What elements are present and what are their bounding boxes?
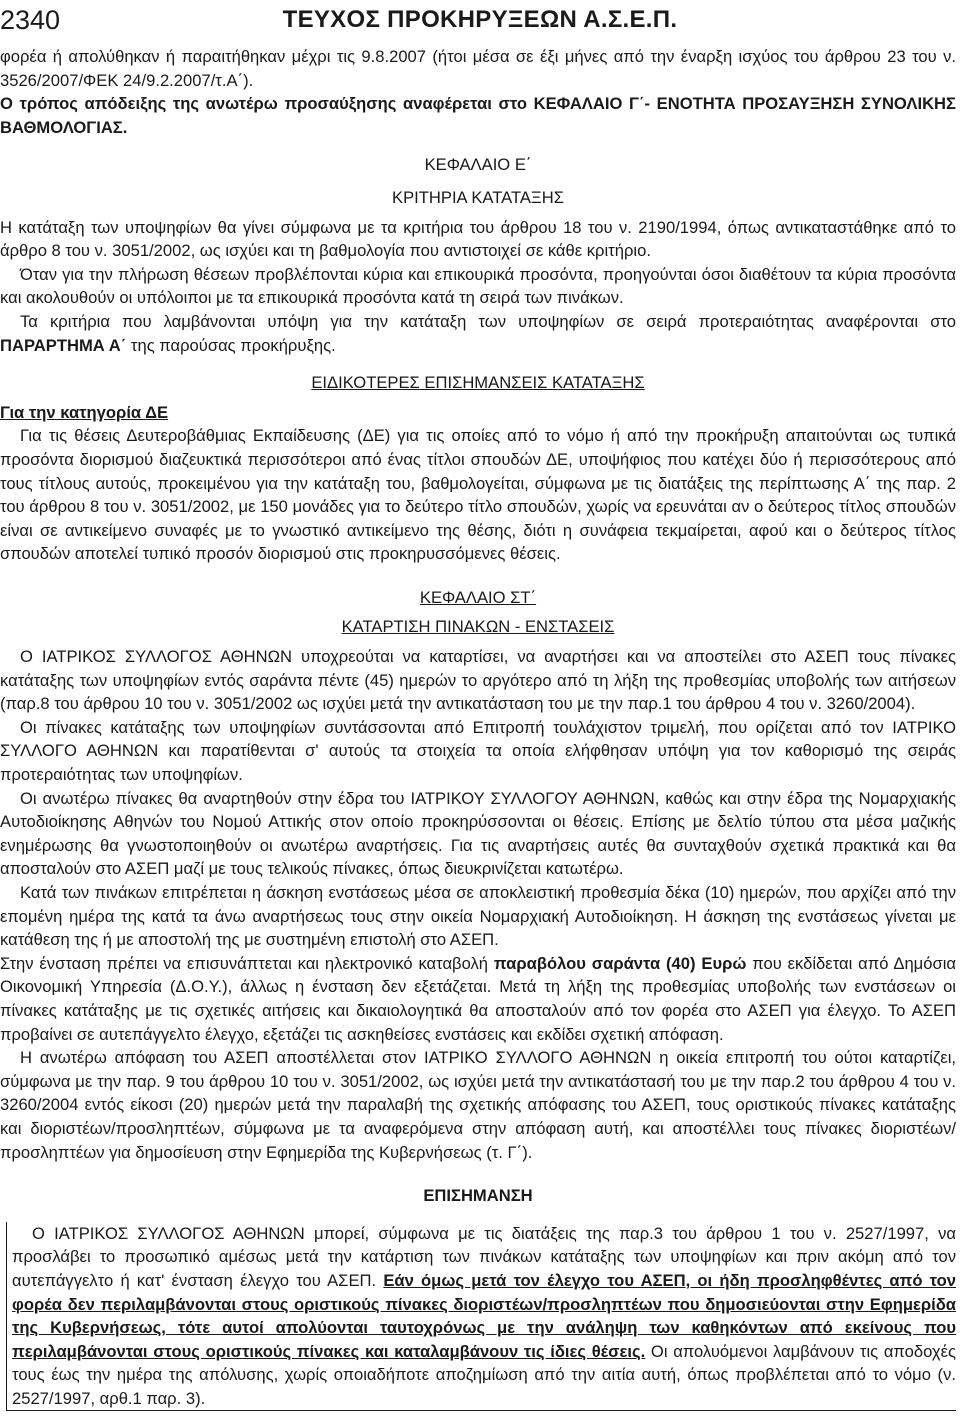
notice-paragraph [12,1222,956,1411]
chapter-st-paragraph-5-text: Στην ένσταση πρέπει να επισυνάπτεται και ηλεκτρονικό καταβολή [0,953,494,973]
document-body [0,45,956,1411]
notice-heading: ΕΠΙΣΗΜΑΝΣΗ [423,1186,533,1206]
chapter-st-paragraph-6: Η ανωτέρω απόφαση του ΑΣΕΠ αποστέλλεται στον ΙΑΤΡΙΚΟ ΣΥΛΛΟΓΟ ΑΘΗΝΩΝ η οικεία επιτροπή του ούτοι καταρτίζει, σύμφωνα με την παρ. 9 του άρθρου 10 του ν. 3051/2002, ως ισχύει μετά την αντικατάστασή του με την παρ.2 του άρθρου 4 του ν. 3260/2004 εντός είκοσι (20) ημερών μετά την παραλαβή της σχετικής απόφασης του ΑΣΕΠ, τους οριστικούς πίνακες κατάταξης και διοριστέων/προσληπτέων, σύμφωνα με τα αναφερόμενα στην απόφαση αυτή, και αποστέλλει τους πίνακες διοριστέων/προσληπτέων για δημοσίευση στην Εφημερίδα της Κυβερνήσεως (τ. Γ΄). [0,1048,956,1162]
category-paragraph: Για τις θέσεις Δευτεροβάθμιας Εκπαίδευσης (ΔΕ) για τις οποίες από το νόμο ή από την προκήρυξη απαιτούνται ως τυπικά προσόντα διορισμού διαζευκτικά περισσότεροι από ένας τίτλοι σπουδών ΔΕ, υποψήφιος που κατέχει δύο ή περισσότερους από τους τίτλους αυτούς, προκειμένου για την κατάταξη του, βαθμολογείται, σύμφωνα με τις διατάξεις της περίπτωσης Α΄ της παρ. 2 του άρθρου 8 του ν. 3051/2002, με 150 μονάδες για το δεύτερο τίτλο σπουδών, χωρίς να ερευνάται αν ο δεύτερος τίτλος σπουδών είναι σε αντικείμενο συναφές με το γνωστικό αντικείμενο της θέσης, διότι η συνάφεια τεκμαίρεται, αφού και ο δεύτερος τίτλος σπουδών αποτελεί τυπικό προσόν διορισμού στις προκηρυσσόμενες θέσεις. [0,426,956,564]
chapter-st-paragraph-5-tail: που εκδίδεται από Δημόσια Οικονομική Υπηρεσία (Δ.Ο.Υ.), άλλως η ένσταση δεν εξετάζεται. Μετά τη λήξη της προθεσμίας υποβολής των ενστάσεων οι πίνακες κατάταξης με τις σχετικές αιτήσεις και δικαιολογητικά θα αποσταλούν από τον φορέα στο ΑΣΕΠ για έλεγχο. Το ΑΣΕΠ προβαίνει σε αυτεπάγγελτο έλεγχο, εξετάζει τις ασκηθείσες ενστάσεις και εκδίδει σχετική απόφαση. [0,953,956,1044]
category-label: Για την κατηγορία ΔΕ [0,402,169,422]
special-notes-heading: ΕΙΔΙΚΟΤΕΡΕΣ ΕΠΙΣΗΜΑΝΣΕΙΣ ΚΑΤΑΤΑΞΗΣ [311,373,645,393]
chapter-e-paragraph-3-text: Τα κριτήρια που λαμβάνονται υπόψη για την κατάταξη των υποψηφίων σε σειρά προτεραιότητας αναφέρονται στο [20,311,956,331]
chapter-st-subheading: ΚΑΤΑΡΤΙΣΗ ΠΙΝΑΚΩΝ - ΕΝΣΤΑΣΕΙΣ [341,617,615,637]
fee-amount: παραβόλου σαράντα (40) Ευρώ [493,953,747,973]
chapter-e-subheading: ΚΡΙΤΗΡΙΑ ΚΑΤΑΤΑΞΗΣ [392,187,564,207]
chapter-st-paragraph-3: Οι ανωτέρω πίνακες θα αναρτηθούν στην έδρα του ΙΑΤΡΙΚΟΥ ΣΥΛΛΟΓΟΥ ΑΘΗΝΩΝ, καθώς και στην έδρα της Νομαρχιακής Αυτοδιοίκησης Αθηνών του Νομού Αττικής στον οποίο προκηρύσσονται οι θέσεις. Επίσης με δελτίο τύπου στα μέσα μαζικής ενημέρωσης θα γνωστοποιηθούν οι ανωτέρω αναρτήσεις. Για τις αναρτήσεις αυτές θα συνταχθούν σχετικά πρακτικά και θα αποσταλούν στο ΑΣΕΠ μαζί με τους τελικούς πίνακες, όπως διευκρινίζεται κατωτέρω. [0,788,956,879]
notice-emphasis: Εάν όμως μετά τον έλεγχο του ΑΣΕΠ, οι ήδη προσληφθέντες από τον φορέα δεν περιλαμβάνονται στους οριστικούς πίνακες διοριστέων/προσληπτέων που δημοσιεύονται στην Εφημερίδα της Κυβερνήσεως, τότε αυτοί απολύονται ταυτοχρόνως με την ανάληψη των καθηκόντων από εκείνους που περιλαμβάνονται στους οριστικούς πίνακες και καταλαμβάνουν τις ίδιες θέσεις. [12,1270,956,1361]
chapter-e-paragraph-2: Όταν για την πλήρωση θέσεων προβλέπονται κύρια και επικουρικά προσόντα, προηγούνται όσοι διαθέτουν τα κύρια προσόντα και ακολουθούν οι υπόλοιποι με τα επικουρικά προσόντα κατά τη σειρά των πινάκων. [0,264,956,308]
chapter-e-paragraph-3-tail: της παρούσας προκήρυξης. [126,335,336,355]
chapter-e-paragraph-1: Η κατάταξη των υποψηφίων θα γίνει σύμφωνα με τα κριτήρια του άρθρου 18 του ν. 2190/1994, όπως αντικαταστάθηκε από το άρθρο 8 του ν. 3051/2002, ως ισχύει και τη βαθμολογία που αντιστοιχεί σε κάθε κριτήριο. [0,217,956,261]
chapter-st-heading: ΚΕΦΑΛΑΙΟ ΣΤ΄ [419,587,537,607]
chapter-st-paragraph-2: Οι πίνακες κατάταξης των υποψηφίων συντάσσονται από Επιτροπή τουλάχιστον τριμελή, που ορίζεται από τον ΙΑΤΡΙΚΟ ΣΥΛΛΟΓΟ ΑΘΗΝΩΝ και παρατίθενται σ' αυτούς τα στοιχεία τα οποία ελήφθησαν υπόψη για τον καθορισμό της σειράς προτεραιότητας των υποψηφίων. [0,717,956,785]
chapter-e-heading: ΚΕΦΑΛΑΙΟ Ε΄ [424,155,532,175]
page-number: 2340 [0,5,61,35]
intro-paragraph-1: φορέα ή απολύθηκαν ή παραιτήθηκαν μέχρι τις 9.8.2007 (ήτοι μέσα σε έξι μήνες από την έναρξη ισχύος του άρθρου 23 του ν. 3526/2007/ΦΕΚ 24/9.2.2007/τ.Α΄). [0,47,956,90]
page-header [0,2,960,38]
intro-paragraph-2: Ο τρόπος απόδειξης της ανωτέρω προσαύξησης αναφέρεται στο ΚΕΦΑΛΑΙΟ Γ΄- ΕΝΟΤΗΤΑ ΠΡΟΣΑΥΞΗΣΗ ΣΥΝΟΛΙΚΗΣ ΒΑΘΜΟΛΟΓΙΑΣ. [0,94,956,137]
chapter-st-paragraph-5 [0,952,956,1046]
notice-text: Ο ΙΑΤΡΙΚΟΣ ΣΥΛΛΟΓΟΣ ΑΘΗΝΩΝ μπορεί, σύμφωνα με τις διατάξεις της παρ.3 του άρθρου 1 του ν. 2527/1997, να προσλάβει το προσωπικό αμέσως μετά την κατάρτιση των πινάκων κατάταξης των υποψηφίων και πριν ακόμη από τον αυτεπάγγελτο ή κατ' ένσταση έλεγχο του ΑΣΕΠ. [12,1223,956,1290]
notice-tail: Οι απολυόμενοι λαμβάνουν τις αποδοχές τους έως την ημέρα της απόλυσης, χωρίς οποιαδήποτε αποζημίωση από την αιτία αυτή, όπως προβλέπεται από το νόμο (ν. 2527/1997, αρθ.1 παρ. 3). [12,1341,956,1408]
publication-title: ΤΕΥΧΟΣ ΠΡΟΚΗΡΥΞΕΩΝ Α.Σ.Ε.Π. [282,6,678,33]
notice-box [6,1222,956,1412]
annex-reference: ΠΑΡΑΡΤΗΜΑ Α΄ [0,335,127,355]
chapter-e-paragraph-3 [0,310,956,357]
chapter-st-paragraph-4: Κατά των πινάκων επιτρέπεται η άσκηση ενστάσεως μέσα σε αποκλειστική προθεσμία δέκα (10) ημερών, που αρχίζει από την επομένη ημέρα της κατά τα άνω αναρτήσεως τους στην οικεία Νομαρχιακή Αυτοδιοίκηση. Η άσκηση της ενστάσεως γίνεται με κατάθεση της ή με αποστολή της με συστημένη επιστολή στο ΑΣΕΠ. [0,883,956,950]
chapter-st-paragraph-1: Ο ΙΑΤΡΙΚΟΣ ΣΥΛΛΟΓΟΣ ΑΘΗΝΩΝ υποχρεούται να καταρτίσει, να αναρτήσει και να αποστείλει στο ΑΣΕΠ τους πίνακες κατάταξης των υποψηφίων εντός σαράντα πέντε (45) ημερών το αργότερο από τη λήξη της προθεσμίας υποβολής των αιτήσεων (παρ.8 του άρθρου 10 του ν. 3051/2002 ως ισχύει μετά την αντικατάσταση του με την παρ.1 του άρθρου 4 του ν. 3260/2004). [0,647,956,714]
